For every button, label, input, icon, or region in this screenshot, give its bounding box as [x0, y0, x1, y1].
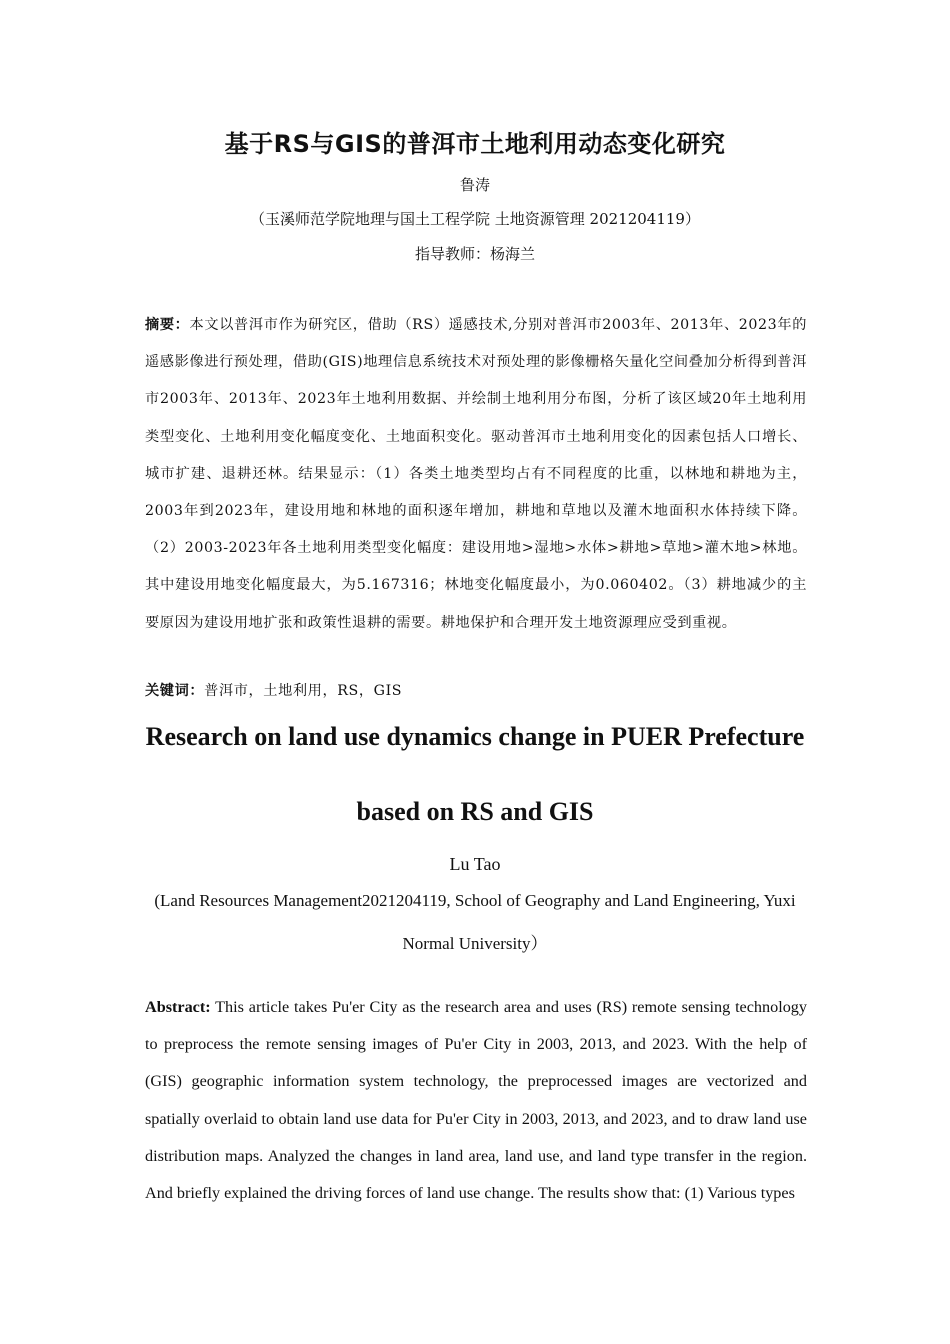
chinese-keywords-label: 关键词： [145, 683, 205, 699]
english-abstract-label: Abstract: [145, 998, 211, 1016]
chinese-abstract-text: 本文以普洱市作为研究区，借助（RS）遥感技术,分别对普洱市2003年、2013年、2023年的遥感影像进行预处理，借助(GIS)地理信息系统技术对预处理的影像栅格矢量化空间叠加分析得到普洱市2003年、2013年、2023年土地利用数据、并绘制土地利用分布图，分析了该区域20年土地利用类型变化、土地利用变化幅度变化、土地面积变化。驱动普洱市土地利用变化的因素包括人口增长、城市扩建、退耕还林。结果显示：（1）各类土地类型均占有不同程度的比重，以林地和耕地为主，2003年到2023年，建设用地和林地的面积逐年增加，耕地和草地以及灌木地面积水体持续下降。（2）2003-2023年各土地利用类型变化幅度：建设用地>湿地>水体>耕地>草地>灌木地>林地。其中建设用地变化幅度最大，为5.167316；林地变化幅度最小，为0.060402。（3）耕地减少的主要原因为建设用地扩张和政策性退耕的需要。耕地保护和合理开发土地资源理应受到重视。 [145, 317, 807, 631]
chinese-keywords [145, 679, 807, 703]
chinese-title: 基于RS与GIS的普洱市土地利用动态变化研究 [224, 130, 726, 158]
chinese-advisor: 指导教师：杨海兰 [414, 245, 535, 263]
chinese-abstract [145, 307, 807, 642]
english-author: Lu Tao [449, 854, 501, 874]
english-title-line-2: based on RS and GIS [356, 797, 594, 826]
chinese-author: 鲁涛 [459, 176, 490, 194]
english-title-line-1: Research on land use dynamics change in PUER Prefecture [145, 722, 805, 751]
english-affiliation-line-2: Normal University） [402, 934, 548, 953]
english-abstract-text: This article takes Pu'er City as the research area and uses (RS) remote sensing technology to preprocess the remote sensing images of Pu'er City in 2003, 2013, and 2023. With the help of (GIS) geographic information system technology, the preprocessed images are vectorized and spatially overlaid to obtain land use data for Pu'er City in 2003, 2013, and 2023, and to draw land use distribution maps. Analyzed the changes in land area, land use, and land type transfer in the region. And briefly explained the driving forces of land use change. The results show that: (1) Various types [145, 998, 807, 1203]
english-abstract [145, 989, 807, 1212]
chinese-affiliation: （玉溪师范学院地理与国土工程学院 土地资源管理 2021204119） [250, 210, 700, 228]
chinese-abstract-label: 摘要： [145, 317, 190, 333]
english-affiliation-line-1: (Land Resources Management2021204119, School of Geography and Land Engineering, Yuxi [154, 891, 796, 910]
chinese-keywords-text: 普洱市，土地利用，RS，GIS [204, 683, 403, 699]
